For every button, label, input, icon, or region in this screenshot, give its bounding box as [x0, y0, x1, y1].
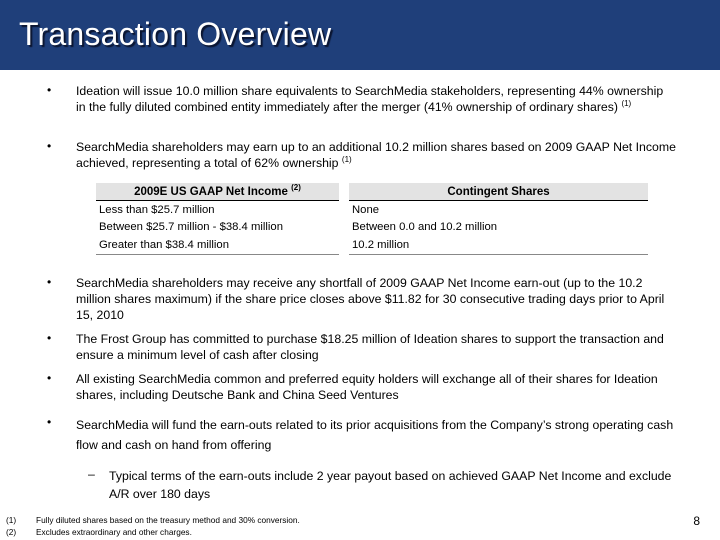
footnote-ref: (1): [341, 154, 352, 164]
bullet-text: The Frost Group has committed to purchase $18.25 million of Ideation shares to support the transaction and ensure a minimum level of cash after closing: [76, 332, 664, 362]
title-bar: [0, 0, 720, 70]
earnout-table: [96, 183, 648, 255]
bullet-text: SearchMedia shareholders may earn up to an additional 10.2 million shares based on 2009 GAAP Net Income achieved, representing a total of 62% ownership $^{(1)}$: [76, 140, 676, 170]
page-number: 8: [693, 514, 700, 528]
bullet-marker: •: [47, 139, 52, 153]
table-header-net-income: 2009E US GAAP Net Income $^{(2)}$: [96, 183, 339, 201]
bullet-text: SearchMedia will fund the earn-outs related to its prior acquisitions from the Company’s strong operating cash flow and cash on hand from offering: [76, 418, 674, 452]
table-cell: None: [352, 203, 380, 216]
table-row: [96, 201, 648, 219]
table-row: [96, 236, 648, 254]
bullet-marker: •: [47, 415, 52, 429]
bullet-text: SearchMedia shareholders may receive any shortfall of 2009 GAAP Net Income earn-out (up to the 10.2 million shares maximum) if the share price closes above $11.82 for 30 consecutive trading days prior to April 15, 2010: [76, 276, 665, 322]
table-row: [96, 219, 648, 237]
footnote-mark: (1): [6, 515, 17, 525]
table-header-contingent-shares: Contingent Shares: [349, 183, 648, 201]
bullet-text: Ideation will issue 10.0 million share equivalents to SearchMedia stakeholders, representing 44% ownership in the fully diluted combined entity immediately after the merger (41% ownership of ordinary shares) $^{(1)}$: [76, 84, 664, 114]
bullet-marker: •: [47, 371, 52, 385]
table-cell: Greater than $38.4 million: [96, 236, 339, 254]
footnote-ref: (1): [621, 98, 632, 108]
footnote-text: Fully diluted shares based on the treasury method and 30% conversion.: [36, 515, 300, 525]
table-cell: Between $25.7 million - $38.4 million: [99, 221, 283, 234]
footnote-ref: (2): [291, 182, 301, 192]
table-header-row: [96, 183, 648, 201]
sub-bullet-marker: –: [88, 467, 95, 481]
footnote-mark: (2): [6, 527, 17, 537]
bullet-marker: •: [47, 331, 52, 345]
table-cell: Less than $25.7 million: [99, 203, 215, 216]
bullet-text: All existing SearchMedia common and preferred equity holders will exchange all of their shares for Ideation shares, including Deutsche Bank and China Seed Ventures: [76, 372, 658, 402]
footnote-text: Excludes extraordinary and other charges.: [36, 527, 192, 537]
bullet-marker: •: [47, 275, 52, 289]
table-cell: 10.2 million: [349, 236, 648, 254]
sub-bullet-text: Typical terms of the earn-outs include 2 year payout based on achieved GAAP Net Income and exclude A/R over 180 days: [109, 469, 672, 501]
table-cell: Between 0.0 and 10.2 million: [352, 221, 498, 234]
bullet-marker: •: [47, 83, 52, 97]
page-title: Transaction Overview: [19, 16, 332, 52]
